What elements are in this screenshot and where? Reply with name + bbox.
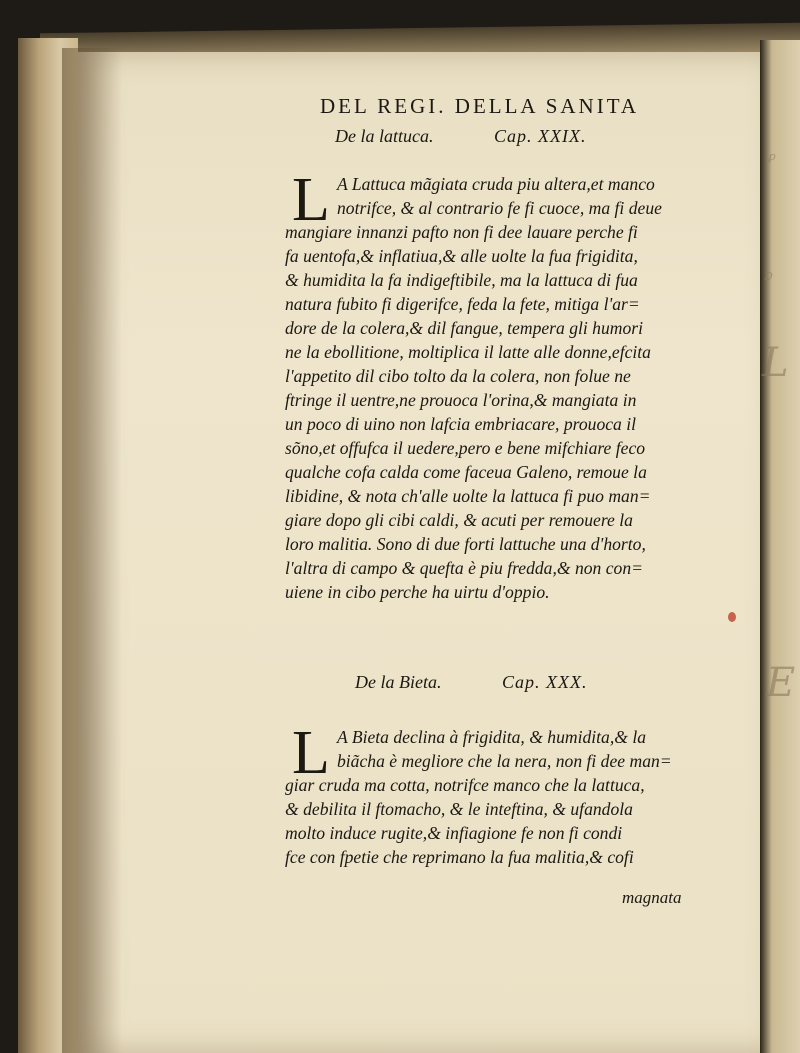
- text-line: ftringe il uentre,ne prouoca l'orina,& mangiata in: [285, 390, 637, 410]
- catchword: magnata: [622, 888, 682, 907]
- text-line: sõno,et offufca il uedere,pero e bene mifchiare feco: [285, 438, 646, 458]
- text-line: & debilita il ftomacho, & le inteftina, & ufandola: [285, 799, 633, 819]
- drop-cap: L: [292, 166, 330, 234]
- text-line: notrifce, & al contrario fe fi cuoce, ma fi deue: [337, 198, 662, 218]
- chapter-number: Cap. XXIX.: [493, 126, 587, 146]
- text-line: l'altra di campo & quefta è piu fredda,& non con=: [285, 558, 644, 578]
- text-line: giare dopo gli cibi caldi, & acuti per remouere la: [285, 510, 633, 530]
- text-line: dore de la colera,& dil fangue, tempera gli humori: [285, 318, 644, 338]
- text-line: uiene in cibo perche ha uirtu d'oppio.: [285, 582, 550, 602]
- ink-stain: [728, 612, 736, 622]
- spine-shadow: [62, 48, 122, 1053]
- text-line: fa uentofa,& inflatiua,& alle uolte la fua frigidita,: [285, 246, 638, 266]
- running-head: DEL REGI. DELLA SANITA: [320, 94, 640, 118]
- chapter-number: Cap. XXX.: [501, 672, 588, 692]
- text-line: A Bieta declina à frigidita, & humidita,& la: [337, 727, 647, 747]
- text-line: ne la ebollitione, moltiplica il latte alle donne,efcita: [285, 342, 651, 362]
- text-line: un poco di uino non lafcia embriacare, prouoca il: [285, 414, 637, 434]
- chapter-title: De la lattuca.: [335, 126, 434, 146]
- text-line: A Lattuca mãgiata cruda piu altera,et manco: [337, 174, 655, 194]
- text-line: natura fubito fi digerifce, feda la fete, mitiga l'ar=: [285, 294, 640, 314]
- text-line: molto induce rugite,& infiagione fe non fi condi: [285, 823, 623, 843]
- drop-cap: L: [292, 719, 330, 787]
- text-line: loro malitia. Sono di due forti lattuche una d'horto,: [285, 534, 646, 554]
- text-line: l'appetito dil cibo tolto da la colera, non folue ne: [285, 366, 631, 386]
- paragraph-bieta: [285, 719, 713, 869]
- text-line: & humidita la fa indigeftibile, ma la lattuca di fua: [285, 270, 638, 290]
- text-line: mangiare innanzi pafto non fi dee lauare perche fi: [285, 222, 638, 242]
- text-line: libidine, & nota ch'alle uolte la lattuca fi puo man=: [285, 486, 651, 506]
- adjacent-page-edge: ꝑ D L E: [760, 40, 800, 1053]
- paragraph-lattuca: [285, 166, 713, 604]
- text-line: giar cruda ma cotta, notrifce manco che la lattuca,: [285, 775, 645, 795]
- text-line: qualche cofa calda come faceua Galeno, remoue la: [285, 462, 647, 482]
- text-line: biãcha è megliore che la nera, non fi dee man=: [337, 751, 672, 771]
- chapter-heading-29: [335, 126, 586, 147]
- chapter-heading-30: [355, 672, 587, 693]
- text-line: fce con fpetie che reprimano la fua malitia,& cofi: [285, 847, 634, 867]
- chapter-title: De la Bieta.: [355, 672, 442, 692]
